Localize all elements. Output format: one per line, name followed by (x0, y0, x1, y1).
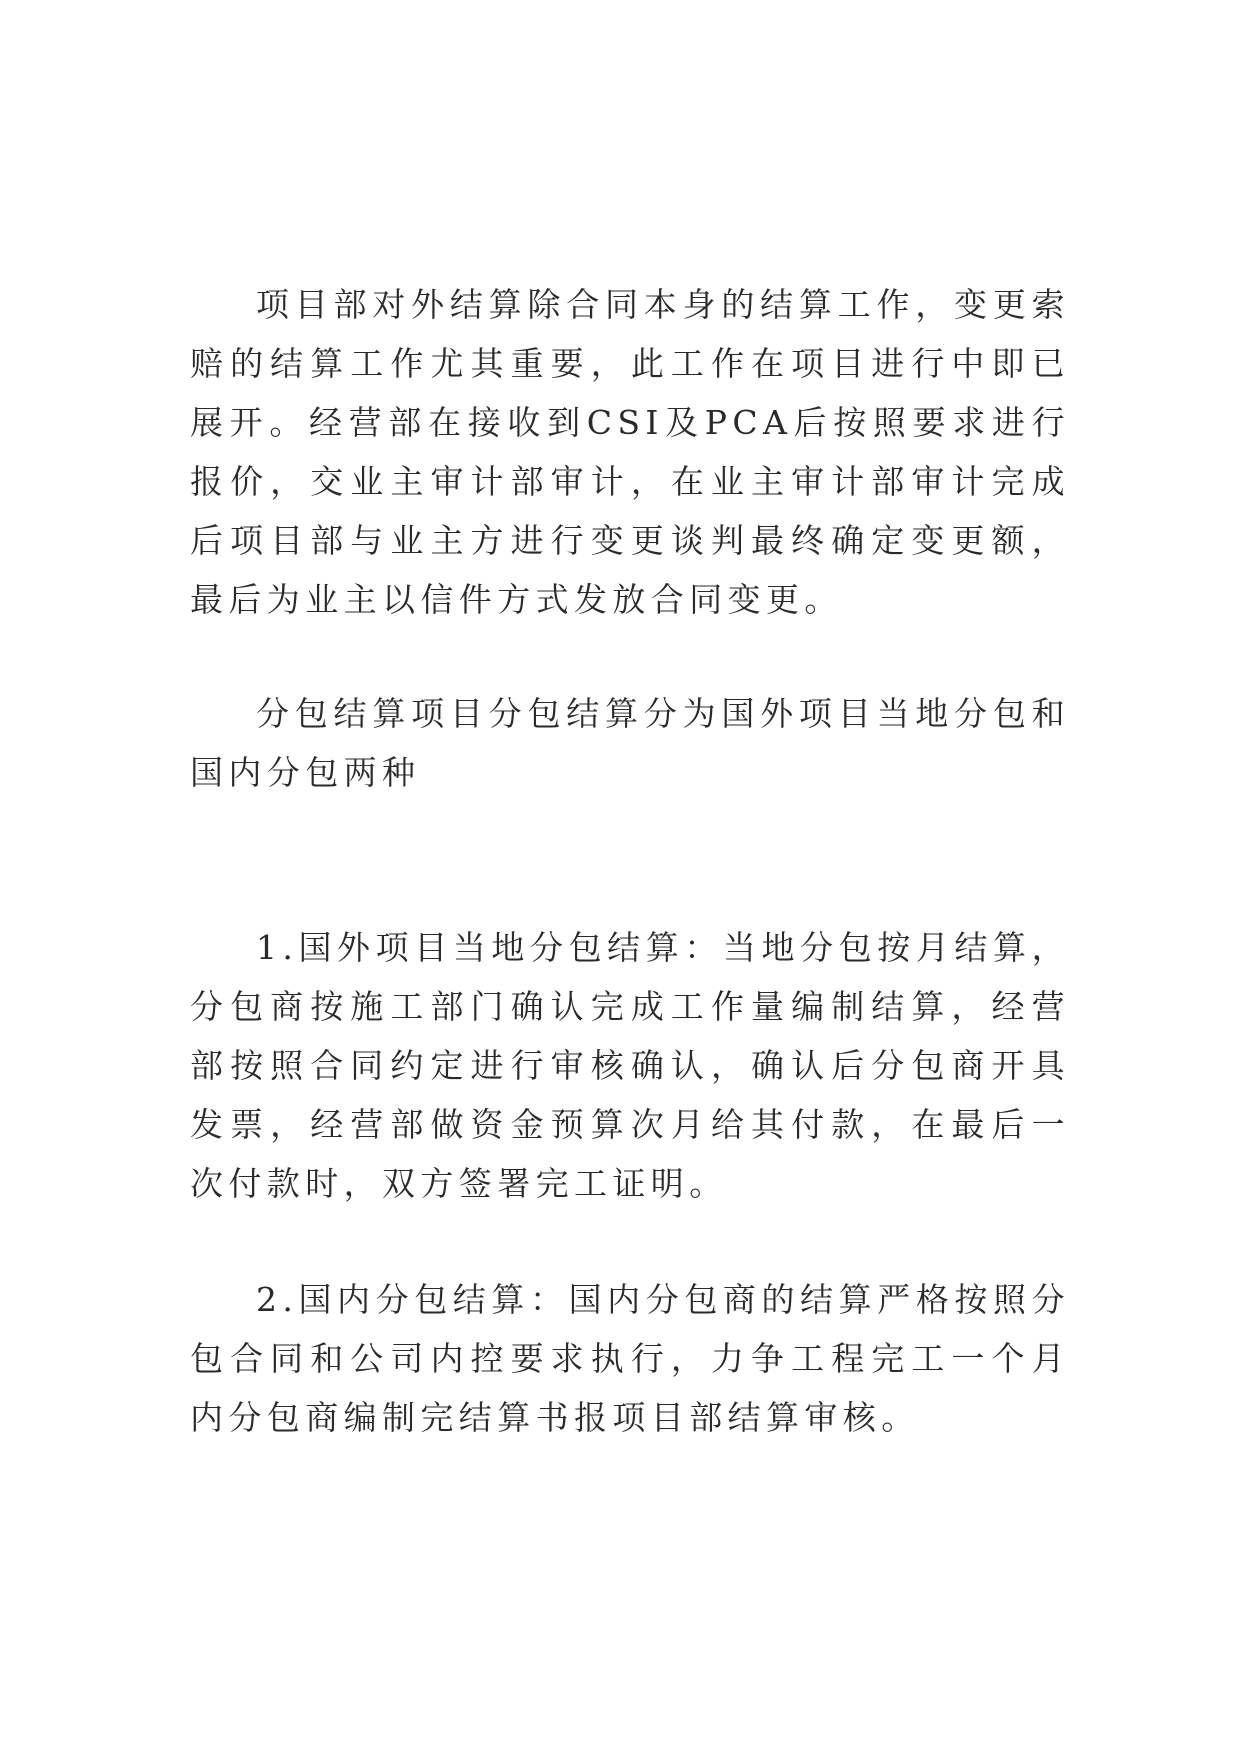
paragraph-foreign-local-subcontract: 1.国外项目当地分包结算：当地分包按月结算，分包商按施工部门确认完成工作量编制结算，经营部按照合同约定进行审核确认，确认后分包商开具发票，经营部做资金预算次月给其付款，在最后一次付款时，双方签署完工证明。 (190, 928, 1070, 1203)
paragraph-domestic-subcontract: 2.国内分包结算：国内分包商的结算严格按照分包合同和公司内控要求执行，力争工程完工一个月内分包商编制完结算书报项目部结算审核。 (190, 1280, 1070, 1437)
paragraph-subcontract-settlement: 分包结算项目分包结算分为国外项目当地分包和国内分包两种 (190, 694, 1070, 792)
paragraph-external-settlement: 项目部对外结算除合同本身的结算工作，变更索赔的结算工作尤其重要，此工作在项目进行中即已展开。经营部在接收到CSI及PCA后按照要求进行报价，交业主审计部审计，在业主审计部审计完成后项目部与业主方进行变更谈判最终确定变更额，最后为业主以信件方式发放合同变更。 (190, 285, 1070, 619)
